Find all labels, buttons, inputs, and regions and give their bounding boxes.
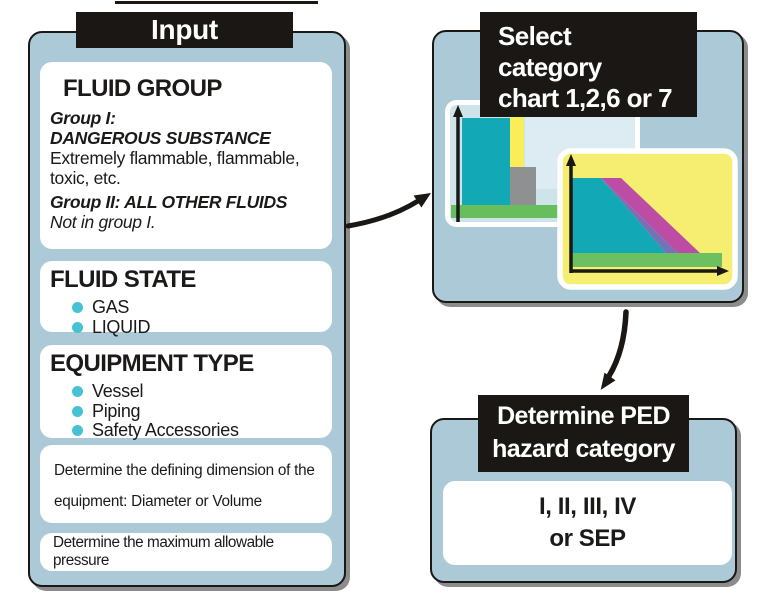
bullet-dot-icon (72, 322, 83, 333)
hazard-category-line2: or SEP (549, 525, 626, 552)
determine-ped-header (478, 395, 689, 472)
group2-label: Group II: ALL OTHER FLUIDS (50, 192, 288, 212)
select-category-header (480, 12, 697, 117)
hazard-category-box (443, 481, 732, 565)
hazard-category-line1: I, II, III, IV (538, 493, 637, 520)
group1-examples-line1: Extremely flammable, flammable, (50, 148, 300, 168)
dimension-note-box (40, 445, 332, 523)
determine-header-line1: Determine PED (497, 402, 670, 430)
fluid-state-item-label: GAS (92, 297, 130, 317)
input-header (76, 12, 293, 48)
fluid-state-item-liquid (40, 317, 332, 337)
equipment-type-title: EQUIPMENT TYPE (50, 350, 254, 377)
equipment-item-label: Safety Accessories (92, 420, 239, 440)
fluid-state-item-gas (40, 297, 332, 317)
bullet-dot-icon (72, 386, 83, 397)
bullet-dot-icon (72, 406, 83, 417)
pressure-note-box (40, 533, 332, 571)
group1-label: Group I: (50, 108, 116, 128)
select-header-line3: chart 1,2,6 or 7 (498, 83, 672, 113)
determine-header-line2: hazard category (492, 435, 675, 463)
group1-dangerous-substance: DANGEROUS SUBSTANCE (50, 128, 271, 148)
category-chart-thumbnail-front (556, 147, 739, 291)
dimension-note-line2: equipment: Diameter or Volume (54, 493, 262, 510)
equipment-item-label: Piping (92, 400, 141, 421)
bullet-dot-icon (72, 425, 83, 436)
pressure-note-text: Determine the maximum allowable pressure (53, 534, 274, 569)
input-header-label: Input (151, 14, 218, 45)
equipment-type-box (40, 345, 332, 438)
select-header-line2: category (498, 52, 602, 82)
equipment-item-piping (40, 402, 332, 422)
top-crop-artifact (115, 1, 318, 4)
fluid-state-box (40, 261, 332, 337)
equipment-item-safety-accessories (40, 421, 332, 441)
fluid-group-box (40, 62, 332, 249)
dimension-note-line1: Determine the defining dimension of the (54, 462, 315, 479)
equipment-item-label: Vessel (92, 381, 144, 401)
fluid-group-title: FLUID GROUP (63, 75, 222, 102)
group2-description: Not in group I. (50, 212, 156, 232)
group1-examples-line2: toxic, etc. (50, 168, 121, 188)
flow-arrow-down-icon (592, 306, 640, 394)
equipment-item-vessel (40, 382, 332, 402)
select-header-line1: Select (498, 21, 572, 51)
fluid-state-item-label: LIQUID (92, 317, 151, 337)
flow-arrow-right-icon (342, 186, 434, 234)
bullet-dot-icon (72, 302, 83, 313)
fluid-state-title: FLUID STATE (50, 266, 196, 293)
